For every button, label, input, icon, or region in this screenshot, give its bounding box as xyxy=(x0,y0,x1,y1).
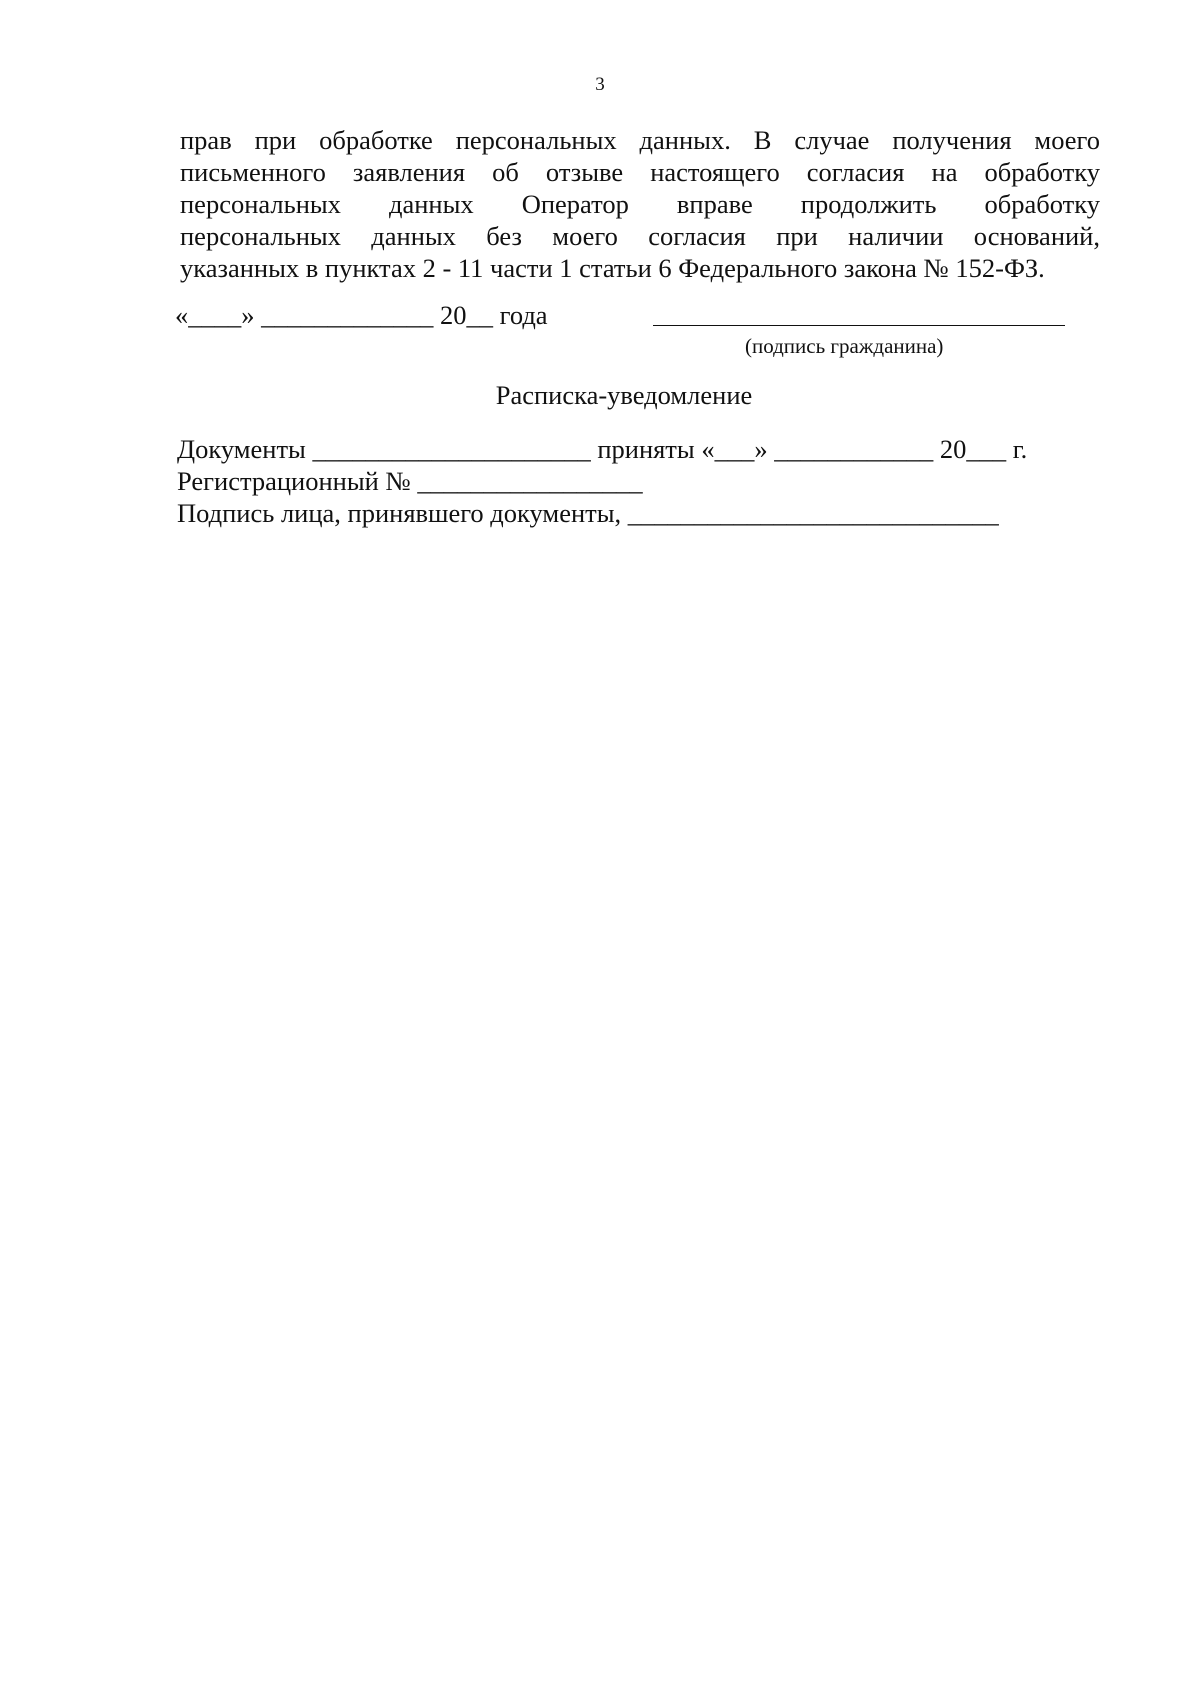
registration-label: Регистрационный № xyxy=(177,466,411,496)
citizen-signature-line[interactable] xyxy=(653,325,1065,326)
receipt-title: Расписка-уведомление xyxy=(495,380,753,410)
year-prefix: 20 xyxy=(440,300,467,330)
consent-date-line xyxy=(175,300,548,331)
year-blank[interactable]: __ xyxy=(466,300,493,330)
registration-row xyxy=(177,465,1027,497)
close-quote: » xyxy=(241,300,255,330)
paragraph-line: персональных данных без моего согласия при наличии оснований, xyxy=(180,221,1100,251)
signature-caption: (подпись гражданина) xyxy=(745,334,944,358)
paragraph-line: указанных в пунктах 2 - 11 части 1 статьи 6 Федерального закона № 152-ФЗ. xyxy=(180,253,1045,283)
receiver-signature-blank[interactable]: ____________________________ xyxy=(627,498,999,528)
accepted-month-blank[interactable]: ____________ xyxy=(774,434,934,464)
paragraph-line: прав при обработке персональных данных. В случае получения моего xyxy=(180,125,1100,155)
accepted-label: приняты « xyxy=(597,434,715,464)
year-word: года xyxy=(499,300,548,330)
receipt-block xyxy=(177,433,1027,529)
page-number: 3 xyxy=(595,74,605,95)
paragraph-line: персональных данных Оператор вправе продолжить обработку xyxy=(180,189,1100,219)
paragraph-line: письменного заявления об отзыве настоящего согласия на обработку xyxy=(180,157,1100,187)
receiver-signature-label: Подпись лица, принявшего документы, xyxy=(177,498,622,528)
accepted-day-blank[interactable]: ___ xyxy=(714,434,755,464)
receiver-signature-row xyxy=(177,497,1027,529)
registration-blank[interactable]: _________________ xyxy=(417,466,643,496)
year-blank[interactable]: ___ xyxy=(966,434,1007,464)
year-prefix: 20 xyxy=(939,434,967,464)
month-blank[interactable]: _____________ xyxy=(261,300,434,330)
day-blank[interactable]: ____ xyxy=(188,300,242,330)
documents-row xyxy=(177,433,1027,465)
documents-label: Документы xyxy=(177,434,306,464)
year-suffix: г. xyxy=(1012,434,1028,464)
accepted-close-quote: » xyxy=(754,434,768,464)
documents-blank[interactable]: _____________________ xyxy=(312,434,591,464)
consent-paragraph xyxy=(180,124,1100,284)
open-quote: « xyxy=(175,300,189,330)
